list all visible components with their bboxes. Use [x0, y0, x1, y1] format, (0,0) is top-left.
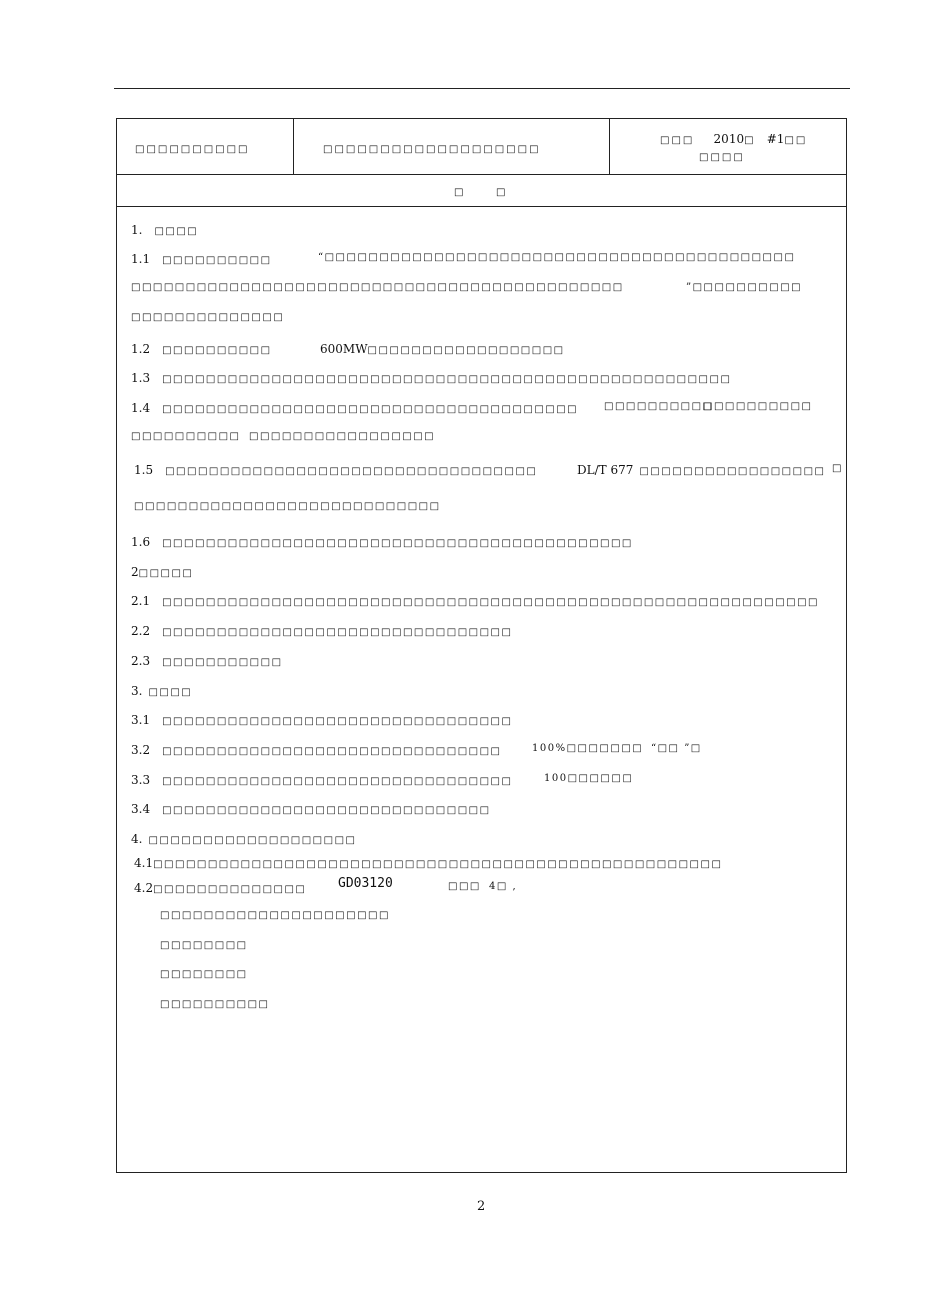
header-cell-1: □□□□□□□□□□	[135, 144, 250, 155]
page-number: 2	[477, 1199, 486, 1214]
header-cell-3-prefix: □□□	[660, 135, 695, 146]
body-line: □□□□□□□□□□	[131, 431, 241, 442]
body-line: □□□□□□□□	[160, 969, 248, 980]
body-line-seg: □□□□□□□□□□	[604, 401, 714, 412]
header-year: 2010	[713, 132, 745, 146]
body-line: 2.3 □□□□□□□□□□□	[131, 654, 283, 668]
body-line: 1.4 □□□□□□□□□□□□□□□□□□□□□□□□□□□□□□□□□□□□□□	[131, 401, 579, 415]
body-line: 1.6 □□□□□□□□□□□□□□□□□□□□□□□□□□□□□□□□□□□□□□□□□□□	[131, 535, 633, 549]
body-line-seg: □	[832, 463, 843, 474]
body-line: 2.1 □□□□□□□□□□□□□□□□□□□□□□□□□□□□□□□□□□□□□□□□□□□□□□□□□□□□□□□□□□□□	[131, 594, 819, 608]
header-cell-2: □□□□□□□□□□□□□□□□□□□	[323, 144, 541, 155]
body-line-seg: 100%□□□□□□□	[532, 743, 644, 754]
body-line-seg: 600MW□□□□□□□□□□□□□□□□□□	[320, 342, 565, 356]
form-frame	[116, 118, 847, 1173]
body-line-seg: DL/T 677 □□□□□□□□□□□□□□□□□	[577, 463, 826, 477]
header-row	[117, 119, 846, 175]
body-line: □□□□□□□□□□□□□□□□□□□□□	[160, 910, 390, 921]
title-row	[117, 175, 846, 207]
body-line-seg: □□□□□□□□□□	[703, 401, 813, 412]
body-line: □□□□□□□□□□	[160, 999, 270, 1010]
body-line: 2□□□□□	[131, 565, 194, 579]
top-rule	[114, 88, 850, 89]
body-line: 3. □□□□	[131, 684, 193, 698]
body-line: 1.2 □□□□□□□□□□	[131, 342, 272, 356]
body-line: □□□□□□□□	[160, 940, 248, 951]
body-line: □□□□□□□□□□□□□□□□□□□□□□□□□□□□□□□□□□□□□□□□□□□□□	[131, 282, 624, 293]
body-line-seg: “□□ ”□	[651, 743, 702, 754]
body-line: 4.2□□□□□□□□□□□□□□	[134, 881, 307, 895]
header-cell-3-mid: □	[744, 135, 756, 146]
title-char-left: □	[454, 187, 464, 198]
header-cell-3-line2: □□□□	[699, 152, 745, 163]
body-line: 1. □□□□	[131, 223, 199, 237]
body-line: 3.3 □□□□□□□□□□□□□□□□□□□□□□□□□□□□□□□□	[131, 773, 513, 787]
body-line-seg: 100□□□□□□	[544, 773, 634, 784]
header-divider	[609, 119, 610, 175]
body-line-seg: “□□□□□□□□□□□□□□□□□□□□□□□□□□□□□□□□□□□□□□□□□□□	[318, 252, 796, 263]
title-char-right: □	[496, 187, 506, 198]
body-line: 3.1 □□□□□□□□□□□□□□□□□□□□□□□□□□□□□□□□	[131, 713, 513, 727]
header-cell-3-suffix: □□	[784, 135, 808, 146]
body-line: 3.2 □□□□□□□□□□□□□□□□□□□□□□□□□□□□□□□	[131, 743, 502, 757]
body-line: 1.3 □□□□□□□□□□□□□□□□□□□□□□□□□□□□□□□□□□□□□□□□□□□□□□□□□□□□	[131, 371, 732, 385]
header-cell-3	[660, 132, 807, 146]
body-line: 4.1□□□□□□□□□□□□□□□□□□□□□□□□□□□□□□□□□□□□□□□□□□□□□□□□□□□□	[134, 856, 723, 870]
body-line-seg: □□□	[448, 881, 481, 892]
header-unit: #1	[766, 132, 785, 146]
body-line: 1.5 □□□□□□□□□□□□□□□□□□□□□□□□□□□□□□□□□□	[134, 463, 538, 477]
body-line-seg: □□□□□□□□□□□□□□□□□	[249, 431, 436, 442]
body-line-seg: 4□ ,	[489, 881, 518, 892]
body-line: □□□□□□□□□□□□□□□□□□□□□□□□□□□□	[134, 501, 441, 512]
body-line: 2.2 □□□□□□□□□□□□□□□□□□□□□□□□□□□□□□□□	[131, 624, 513, 638]
body-line-seg: ”□□□□□□□□□□	[686, 282, 803, 293]
body-line: 4. □□□□□□□□□□□□□□□□□□□	[131, 832, 357, 846]
body-line-code: GD03120	[338, 876, 393, 891]
body-line: 1.1 □□□□□□□□□□	[131, 252, 272, 266]
body-line: □□□□□□□□□□□□□□	[131, 312, 285, 323]
body-line: 3.4 □□□□□□□□□□□□□□□□□□□□□□□□□□□□□□	[131, 802, 491, 816]
header-divider	[293, 119, 294, 175]
